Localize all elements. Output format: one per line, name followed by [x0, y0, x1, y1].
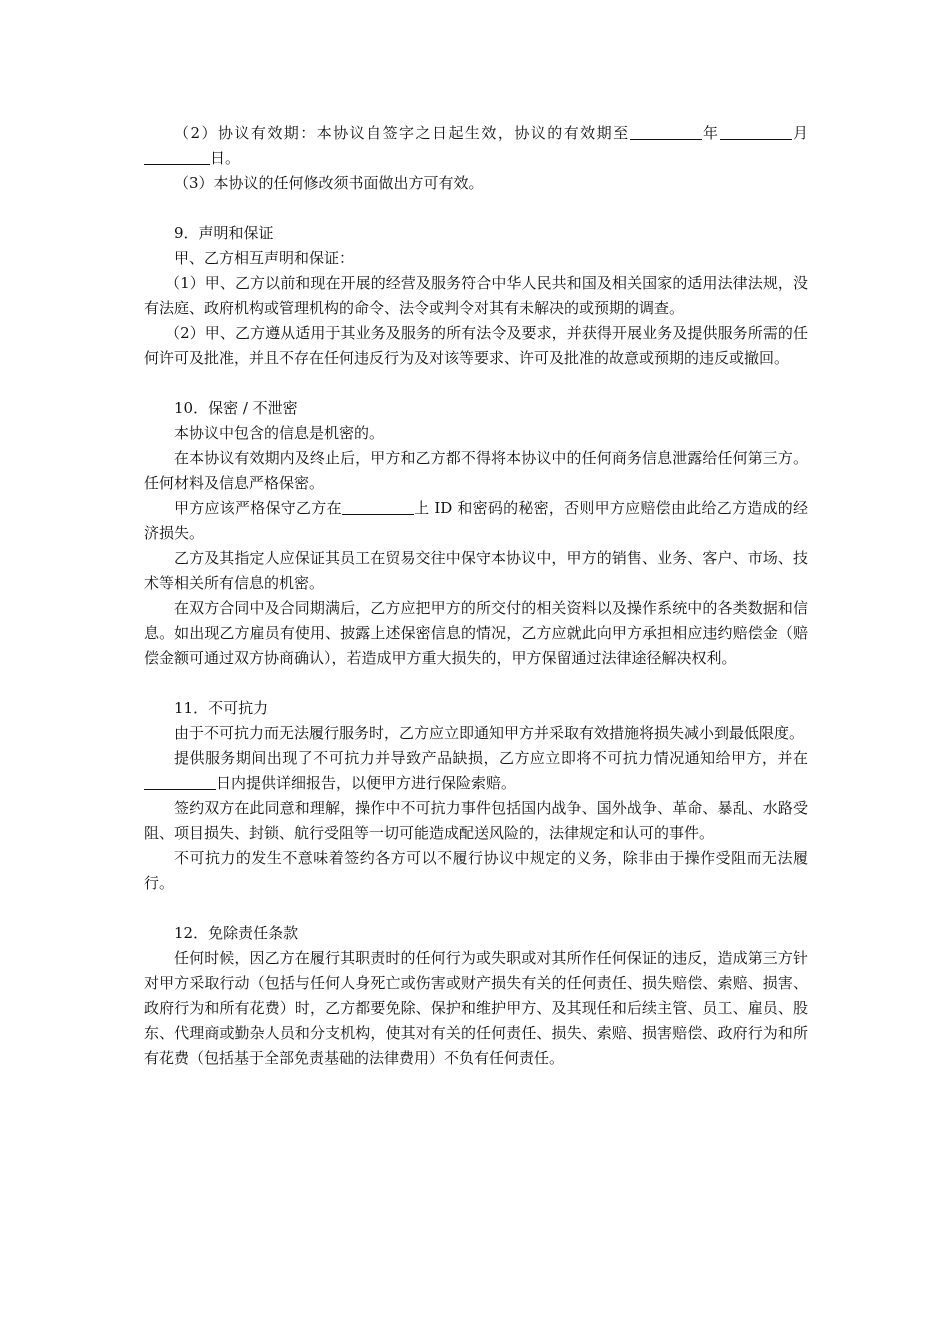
spacer: [144, 196, 808, 221]
clause-9-item-1: （1）甲、乙方以前和现在开展的经营及服务符合中华人民共和国及相关国家的适用法律法规，没有法庭、政府机构或管理机构的命令、法令或判令对其有未解决的或预期的调查。: [144, 274, 808, 317]
clause-8-item-2: [144, 121, 808, 171]
text: 月: [791, 124, 808, 142]
clause-10-p1: 本协议中包含的信息是机密的。: [174, 424, 385, 442]
clause-8-item-3: （3）本协议的任何修改须书面做出方可有效。: [174, 174, 484, 192]
clause-11-heading: 11．不可抗力: [174, 699, 269, 717]
clause-10-p5: 在双方合同中及合同期满后，乙方应把甲方的所交付的相关资料以及操作系统中的各类数据和信息。如出现乙方雇员有使用、披露上述保密信息的情况，乙方应就此向甲方承担相应违约赔偿金（赔偿金额可通过双方协商确认），若造成甲方重大损失的，甲方保留通过法律途径解决权利。: [144, 599, 808, 667]
clause-9-heading: 9．声明和保证: [174, 224, 274, 242]
clause-9-item-2: （2）甲、乙方遵从适用于其业务及服务的所有法令及要求，并获得开展业务及提供服务所需的任何许可及批准，并且不存在任何违反行为及对该等要求、许可及批准的故意或预期的违反或撤回。: [144, 324, 808, 367]
document-body: [144, 121, 808, 1071]
month-blank: [144, 149, 210, 165]
text: 提供服务期间出现了不可抗力并导致产品缺损，乙方应立即将不可抗力情况通知给甲方，并在: [174, 749, 808, 767]
text: 年: [701, 124, 720, 142]
year-blank-2: [720, 124, 792, 140]
spacer: [144, 896, 808, 921]
clause-11-p3: 签约双方在此同意和理解，操作中不可抗力事件包括国内战争、国外战争、革命、暴乱、水路受阻、项目损失、封锁、航行受阻等一切可能造成配送风险的，法律规定和认可的事件。: [144, 799, 808, 842]
text: 上 ID 和密码的秘密，否则甲方应赔偿由此给乙方造成的经济损失。: [144, 499, 808, 542]
days-blank: [144, 774, 216, 790]
clause-12-p1: 任何时候，因乙方在履行其职责时的任何行为或失职或对其所作任何保证的违反，造成第三方针对甲方采取行动（包括与任何人身死亡或伤害或财产损失有关的任何责任、损失赔偿、索赔、损害、政府行为和所有花费）时，乙方都要免除、保护和维护甲方、及其现任和后续主管、员工、雇员、股东、代理商或勤杂人员和分支机构，使其对有关的任何责任、损失、索赔、损害赔偿、政府行为和所有花费（包括基于全部免责基础的法律费用）不负有任何责任。: [144, 949, 808, 1067]
clause-11-p4: 不可抗力的发生不意味着签约各方可以不履行协议中规定的义务，除非由于操作受阻而无法履行。: [144, 849, 808, 892]
text: （2）协议有效期：本协议自签字之日起生效，协议的有效期至: [174, 124, 630, 142]
text: 日。: [210, 149, 241, 167]
clause-11-p1: 由于不可抗力而无法履行服务时，乙方应立即通知甲方并采取有效措施将损失减小到最低限度。: [174, 724, 805, 742]
clause-11-p2: [144, 746, 808, 796]
clause-10-p3: [144, 496, 808, 546]
text: 日内提供详细报告，以便甲方进行保险索赔。: [216, 774, 517, 792]
year-blank: [630, 124, 702, 140]
clause-9-intro: 甲、乙方相互声明和保证：: [174, 249, 355, 267]
clause-10-p2: 在本协议有效期内及终止后，甲方和乙方都不得将本协议中的任何商务信息泄露给任何第三方。任何材料及信息严格保密。: [144, 449, 808, 492]
clause-10-heading: 10．保密 / 不泄密: [174, 399, 298, 417]
spacer: [144, 671, 808, 696]
text: 甲方应该严格保守乙方在: [174, 499, 342, 517]
platform-blank: [342, 499, 414, 515]
clause-10-p4: 乙方及其指定人应保证其员工在贸易交往中保守本协议中，甲方的销售、业务、客户、市场、技术等相关所有信息的机密。: [144, 549, 808, 592]
clause-12-heading: 12．免除责任条款: [174, 924, 299, 942]
spacer: [144, 371, 808, 396]
